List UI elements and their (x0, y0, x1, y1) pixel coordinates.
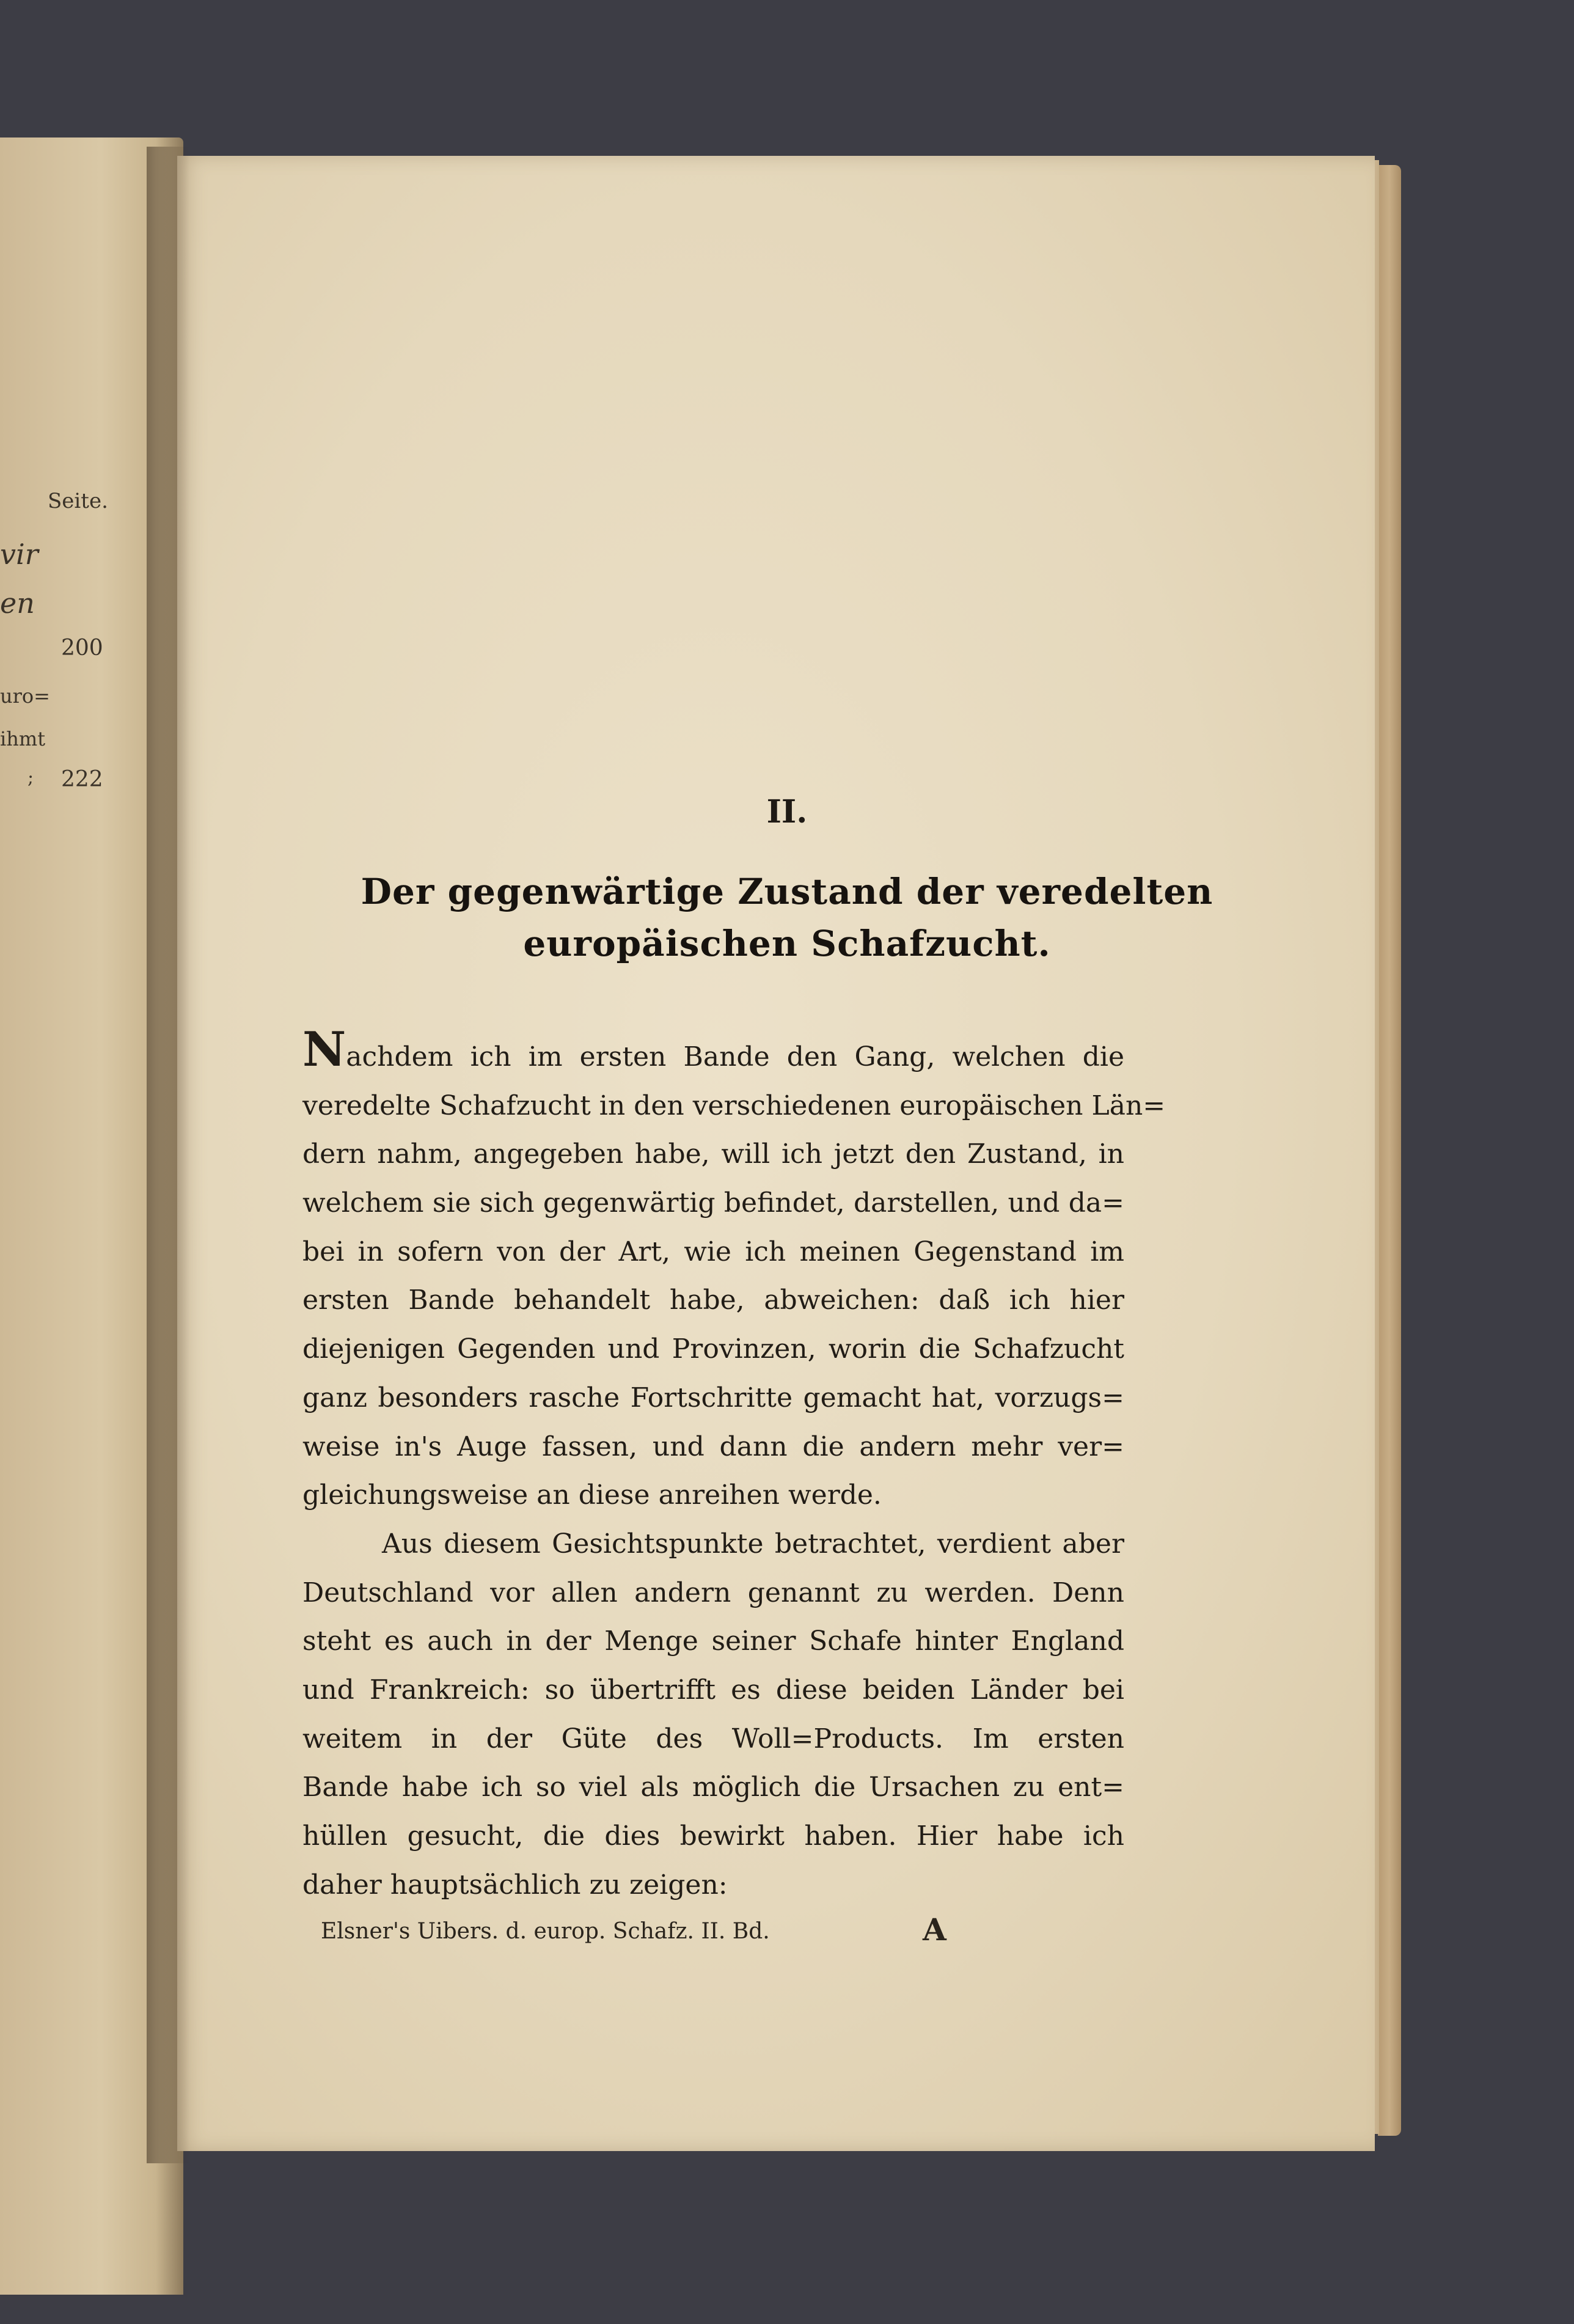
text-line: und Frankreich: so übertrifft es diese beiden Länder bei (302, 1674, 1124, 1706)
drop-cap: N (302, 1022, 346, 1077)
text-line: dern nahm, angegeben habe, will ich jetzt den Zustand, in (302, 1138, 1124, 1170)
text-line: ganz besonders rasche Fortschritte gemacht hat, vorzugs= (302, 1382, 1124, 1413)
chapter-number: II. (766, 793, 808, 830)
left-page-fragment: vir (0, 538, 38, 571)
chapter-title-line-1: Der gegenwärtige Zustand der veredelten (361, 871, 1213, 912)
text-line-final: daher hauptsächlich zu zeigen: (302, 1869, 728, 1901)
left-page-fragment: uro= (0, 684, 50, 708)
text-line: bei in sofern von der Art, wie ich meinen Gegenstand im (302, 1236, 1124, 1267)
left-page-number: 222 (61, 767, 103, 792)
text-line: diejenigen Gegenden und Provinzen, worin die Schafzucht (302, 1333, 1124, 1365)
text-line: hüllen gesucht, die dies bewirkt haben. Hier habe ich (302, 1820, 1124, 1852)
text-line: Deutschland vor allen andern genannt zu werden. Denn (302, 1577, 1124, 1608)
text-line-1 (302, 1022, 1124, 1082)
text-line-paragraph-end: gleichungsweise an diese anreihen werde. (302, 1479, 882, 1511)
text-line: welchem sie sich gegenwärtig befindet, darstellen, und da= (302, 1187, 1124, 1219)
gutter-shadow (147, 147, 189, 2163)
left-page-number: 200 (61, 636, 103, 661)
signature-line: Elsner's Uibers. d. europ. Schafz. II. Bd. (321, 1919, 770, 1944)
left-page-fragment: en (0, 587, 35, 620)
text-line: weise in's Auge fassen, und dann die andern mehr ver= (302, 1431, 1124, 1462)
text-line: ersten Bande behandelt habe, abweichen: daß ich hier (302, 1285, 1124, 1316)
text-line: Bande habe ich so viel als möglich die Ursachen zu ent= (302, 1772, 1124, 1803)
left-page-fragment: ihmt (0, 727, 46, 750)
text-line: weitem in der Güte des Woll=Products. Im ersten (302, 1723, 1124, 1754)
text-line: veredelte Schafzucht in den verschiedenen europäischen Län= (302, 1090, 1166, 1121)
text-line-paragraph-start: Aus diesem Gesichtspunkte betrachtet, verdient aber (382, 1528, 1124, 1560)
body-text (302, 1022, 1166, 1909)
page-edge (1378, 165, 1401, 2136)
chapter-title-line-2: europäischen Schafzucht. (523, 923, 1051, 964)
signature-mark: A (923, 1912, 946, 1948)
left-page-heading: Seite. (48, 489, 108, 513)
text-line: steht es auch in der Menge seiner Schafe hinter England (302, 1626, 1124, 1657)
left-page-fragment: ; (27, 767, 34, 788)
text-line-content: achdem ich im ersten Bande den Gang, welchen die (346, 1041, 1124, 1072)
